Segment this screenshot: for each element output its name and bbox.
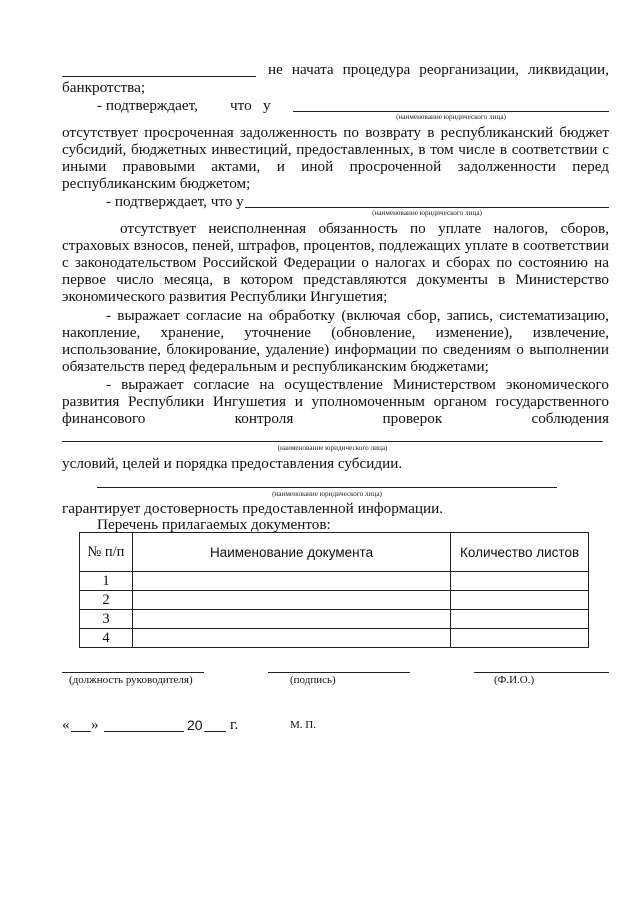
caption-legal-entity: (наименование юридического лица) — [277, 444, 388, 452]
row-document-name[interactable] — [132, 610, 450, 629]
legal-entity-blank-3 — [245, 207, 609, 208]
day-blank[interactable] — [71, 731, 91, 732]
fio-caption: (Ф.И.О.) — [494, 674, 535, 686]
confirm-word-1: - подтверждает, — [97, 97, 198, 114]
stamp-place: М. П. — [290, 719, 316, 731]
row-document-name[interactable] — [132, 572, 450, 591]
text-line: банкротства; — [62, 79, 146, 96]
text-line: развития Республики Ингушетия и уполномоченным органом государственного — [62, 393, 609, 410]
text-line: экономического развития Республики Ингушетия; — [62, 288, 388, 305]
row-document-name[interactable] — [132, 591, 450, 610]
confirm-text-2: - подтверждает, что у — [106, 193, 244, 210]
row-sheet-count[interactable] — [451, 572, 589, 591]
documents-heading: Перечень прилагаемых документов: — [97, 516, 331, 533]
text-line: - выражает согласие на осуществление Министерством экономического — [106, 376, 609, 393]
legal-entity-blank-1 — [62, 76, 256, 77]
fio-signature-line[interactable] — [474, 672, 609, 673]
legal-entity-blank-4 — [62, 441, 603, 442]
caption-legal-entity: (наименование юридического лица) — [372, 209, 482, 217]
header-sheet-count: Количество листов — [451, 533, 589, 572]
text-line: первое число месяца, в котором представляются документы в Министерство — [62, 271, 609, 288]
text-line: отсутствует неисполненная обязанность по уплате налогов, сборов, — [120, 220, 609, 237]
documents-table — [79, 532, 589, 648]
text-line: гарантирует достоверность предоставленной информации. — [62, 500, 444, 517]
text-line: субсидий, бюджетных инвестиций, предоставленных, в том числе в соответствии с — [62, 141, 609, 158]
table-row — [80, 629, 589, 648]
table-row — [80, 591, 589, 610]
date-open-quote: « — [62, 716, 70, 733]
legal-entity-blank-2 — [293, 111, 609, 112]
row-document-name[interactable] — [132, 629, 450, 648]
year-blank[interactable] — [204, 731, 226, 732]
position-caption: (должность руководителя) — [69, 674, 193, 686]
text-line: финансового контроля проверок соблюдения — [62, 410, 609, 427]
text-line: накопление, хранение, уточнение (обновление, изменение), извлечение, — [62, 324, 609, 341]
text-line: страховых взносов, пеней, штрафов, процентов, подлежащих уплате в соответствии — [62, 237, 609, 254]
text-line: не начата процедура реорганизации, ликвидации, — [268, 61, 609, 78]
text-line: отсутствует просроченная задолженность по возврату в республиканский бюджет — [62, 124, 609, 141]
row-sheet-count[interactable] — [451, 591, 589, 610]
caption-legal-entity: (наименование юридического лица) — [272, 490, 382, 498]
row-number: 2 — [80, 591, 133, 610]
row-sheet-count[interactable] — [451, 629, 589, 648]
row-number: 3 — [80, 610, 133, 629]
year-prefix: 20 — [187, 717, 203, 733]
caption-legal-entity: (наименование юридического лица) — [396, 113, 506, 121]
text-line: с законодательством Российской Федерации о налогах и сборах по состоянию на — [62, 254, 609, 271]
text-line: иными правовыми актами, и иной просроченной задолженности перед — [62, 158, 609, 175]
signature-line[interactable] — [268, 672, 410, 673]
row-number: 1 — [80, 572, 133, 591]
header-number: № п/п — [80, 533, 133, 572]
row-sheet-count[interactable] — [451, 610, 589, 629]
text-line: обязательств перед федеральным и республиканским бюджетами; — [62, 358, 489, 375]
table-header-row — [80, 533, 589, 572]
confirm-word-3: у — [263, 97, 271, 114]
table-row — [80, 610, 589, 629]
confirm-word-2: что — [230, 97, 252, 114]
text-line: - выражает согласие на обработку (включая сбор, запись, систематизацию, — [106, 307, 609, 324]
header-document-name: Наименование документа — [132, 533, 450, 572]
row-number: 4 — [80, 629, 133, 648]
date-close-quote: » — [91, 716, 99, 733]
table-row — [80, 572, 589, 591]
month-blank[interactable] — [104, 731, 184, 732]
text-line: условий, целей и порядка предоставления субсидии. — [62, 455, 403, 472]
position-signature-line[interactable] — [62, 672, 204, 673]
signature-caption: (подпись) — [290, 674, 336, 686]
text-line: республиканским бюджетом; — [62, 175, 251, 192]
text-line: использование, блокирование, удаление) информации по сведениям о выполнении — [62, 341, 609, 358]
year-suffix: г. — [230, 716, 239, 733]
legal-entity-blank-5 — [97, 487, 557, 488]
